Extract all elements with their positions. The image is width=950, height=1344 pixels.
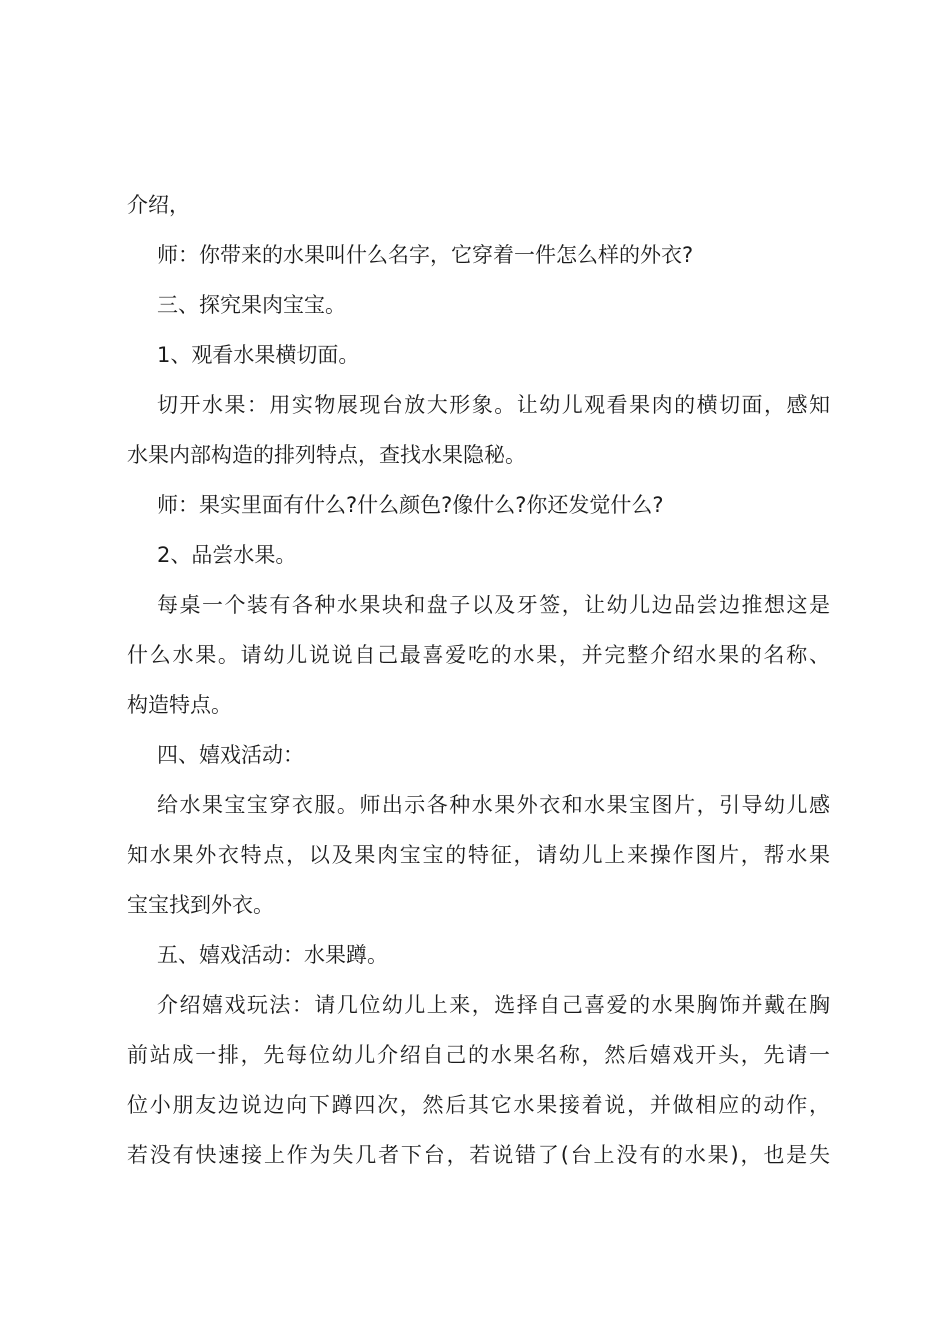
paragraph-line: 切开水果：用实物展现台放大形象。让幼儿观看果肉的横切面，感知 xyxy=(157,393,830,417)
subsection-heading: 1、观看水果横切面。 xyxy=(157,343,360,367)
paragraph-line: 师：果实里面有什么?什么颜色?像什么?你还发觉什么? xyxy=(157,493,664,517)
paragraph-line: 给水果宝宝穿衣服。师出示各种水果外衣和水果宝图片，引导幼儿感 xyxy=(157,793,830,817)
subsection-heading: 2、品尝水果。 xyxy=(157,543,297,567)
section-heading: 四、嬉戏活动： xyxy=(157,743,304,767)
paragraph-line: 前站成一排，先每位幼儿介绍自己的水果名称，然后嬉戏开头，先请一 xyxy=(127,1043,830,1067)
paragraph-line: 构造特点。 xyxy=(127,693,232,717)
paragraph-line: 师：你带来的水果叫什么名字，它穿着一件怎么样的外衣? xyxy=(157,243,694,267)
section-heading: 三、探究果肉宝宝。 xyxy=(157,293,346,317)
paragraph-line: 宝宝找到外衣。 xyxy=(127,893,274,917)
paragraph-line: 介绍嬉戏玩法：请几位幼儿上来，选择自己喜爱的水果胸饰并戴在胸 xyxy=(157,993,830,1017)
section-heading: 五、嬉戏活动：水果蹲。 xyxy=(157,943,388,967)
paragraph-line: 水果内部构造的排列特点，查找水果隐秘。 xyxy=(127,443,526,467)
paragraph-line: 介绍， xyxy=(127,193,190,217)
paragraph-line: 若没有快速接上作为失几者下台，若说错了(台上没有的水果)，也是失 xyxy=(127,1143,830,1167)
document-body xyxy=(127,180,830,1180)
paragraph-line: 知水果外衣特点，以及果肉宝宝的特征，请幼儿上来操作图片，帮水果 xyxy=(127,843,830,867)
paragraph-line: 什么水果。请幼儿说说自己最喜爱吃的水果，并完整介绍水果的名称、 xyxy=(127,643,830,667)
paragraph-line: 每桌一个装有各种水果块和盘子以及牙签，让幼儿边品尝边推想这是 xyxy=(157,593,830,617)
paragraph-line: 位小朋友边说边向下蹲四次，然后其它水果接着说，并做相应的动作， xyxy=(127,1093,830,1117)
